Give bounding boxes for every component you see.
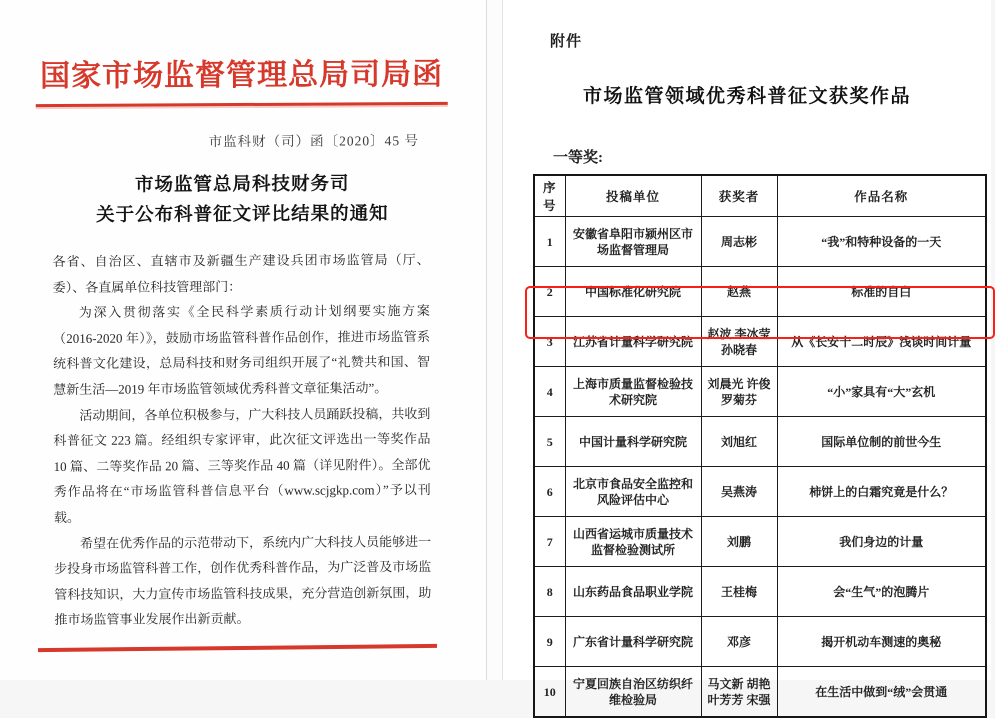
cell-winner: 刘旭红 bbox=[701, 417, 777, 467]
cell-no: 1 bbox=[534, 217, 565, 267]
page-official-letter bbox=[0, 0, 487, 680]
cell-winner: 周志彬 bbox=[701, 217, 777, 267]
cell-no: 4 bbox=[534, 367, 565, 417]
footer-rule bbox=[38, 643, 437, 651]
letterhead-title: 国家市场监督管理总局司局函 bbox=[40, 57, 444, 94]
cell-winner: 赵波 李冰莹 孙晓春 bbox=[701, 317, 777, 367]
cell-winner: 刘鹏 bbox=[701, 517, 777, 567]
first-prize-label: 一等奖: bbox=[553, 150, 603, 166]
salutation: 各省、自治区、直辖市及新疆生产建设兵团市场监管局（厅、委）、各直属单位科技管理部门： bbox=[52, 252, 430, 295]
cell-unit: 中国标准化研究院 bbox=[565, 267, 701, 317]
table-row bbox=[534, 217, 986, 267]
cell-work: 在生活中做到“绒”会贯通 bbox=[777, 667, 986, 718]
cell-winner: 刘晨光 许俊 罗菊芬 bbox=[701, 367, 777, 417]
table-row bbox=[534, 667, 986, 718]
cell-no: 9 bbox=[534, 617, 565, 667]
paragraph-3: 希望在优秀作品的示范带动下，系统内广大科技人员能够进一步投身市场监管科普工作，创作优秀科普作品，为广泛普及市场监管科技知识，大力宣传市场监管科技成果，充分营造创新氛围，助推市场监管事业发展作出新贡献。 bbox=[54, 533, 432, 628]
cell-no: 3 bbox=[534, 317, 565, 367]
cell-winner: 马文新 胡艳 叶芳芳 宋强 bbox=[701, 667, 777, 718]
award-table bbox=[533, 174, 987, 718]
cell-unit: 江苏省计量科学研究院 bbox=[565, 317, 701, 367]
cell-unit: 北京市食品安全监控和风险评估中心 bbox=[565, 467, 701, 517]
notice-title-line2: 关于公布科普征文评比结果的通知 bbox=[96, 204, 389, 226]
header-unit: 投稿单位 bbox=[565, 175, 701, 217]
cell-unit: 中国计量科学研究院 bbox=[565, 417, 701, 467]
cell-unit: 山西省运城市质量技术监督检验测试所 bbox=[565, 517, 701, 567]
cell-no: 7 bbox=[534, 517, 565, 567]
cell-work: 标准的自白 bbox=[777, 267, 986, 317]
cell-work: 揭开机动车测速的奥秘 bbox=[777, 617, 986, 667]
attachment-title: 市场监管领域优秀科普征文获奖作品 bbox=[582, 86, 911, 107]
paragraph-1: 为深入贯彻落实《全民科学素质行动计划纲要实施方案（2016-2020 年）》，鼓励市场监管科普作品创作，推进市场监管系统科普文化建设，总局科技和财务司组织开展了“礼赞共和国、智慧新生活—2019 年市场监管领域优秀科普文章征集活动”。 bbox=[52, 303, 431, 397]
header-winner: 获奖者 bbox=[701, 175, 777, 217]
table-row bbox=[534, 267, 986, 317]
table-row bbox=[534, 417, 986, 467]
document-number: 市监科财（司）函〔2020〕45 号 bbox=[208, 133, 419, 150]
cell-no: 2 bbox=[534, 267, 565, 317]
cell-no: 10 bbox=[534, 667, 565, 718]
award-table-wrap bbox=[533, 174, 985, 718]
cell-winner: 吴燕涛 bbox=[701, 467, 777, 517]
table-row bbox=[534, 617, 986, 667]
cell-unit: 上海市质量监督检验技术研究院 bbox=[565, 367, 701, 417]
cell-work: 我们身边的计量 bbox=[777, 517, 986, 567]
page-attachment bbox=[502, 0, 991, 707]
letterhead-rule bbox=[36, 102, 448, 107]
notice-title-line1: 市场监管总局科技财务司 bbox=[134, 174, 350, 196]
header-work: 作品名称 bbox=[777, 175, 986, 217]
cell-no: 8 bbox=[534, 567, 565, 617]
cell-no: 6 bbox=[534, 467, 565, 517]
notice-title bbox=[0, 169, 485, 232]
paragraph-2: 活动期间，各单位积极参与，广大科技人员踊跃投稿，共收到科普征文 223 篇。经组织专家评审，此次征文评选出一等奖作品 10 篇、二等奖作品 20 篇、三等奖作品 40 篇（详见附件）。全部优秀作品将在“市场监管科普信息平台（www.scjgkp.com）”予以刊载。 bbox=[53, 405, 431, 525]
cell-unit: 山东药品食品职业学院 bbox=[565, 567, 701, 617]
table-row bbox=[534, 567, 986, 617]
attachment-label: 附件 bbox=[550, 34, 583, 50]
cell-work: “我”和特种设备的一天 bbox=[777, 217, 986, 267]
table-row bbox=[534, 367, 986, 417]
cell-work: “小”家具有“大”玄机 bbox=[777, 367, 986, 417]
cell-winner: 邓彦 bbox=[701, 617, 777, 667]
cell-no: 5 bbox=[534, 417, 565, 467]
table-row-highlighted bbox=[534, 317, 986, 367]
header-no: 序号 bbox=[534, 175, 565, 217]
cell-unit: 广东省计量科学研究院 bbox=[565, 617, 701, 667]
cell-work: 从《长安十二时辰》浅谈时间计量 bbox=[777, 317, 986, 367]
cell-winner: 赵燕 bbox=[701, 267, 777, 317]
table-header-row bbox=[534, 175, 986, 217]
cell-unit: 安徽省阜阳市颍州区市场监督管理局 bbox=[565, 217, 701, 267]
cell-winner: 王桂梅 bbox=[701, 567, 777, 617]
table-row bbox=[534, 467, 986, 517]
cell-work: 国际单位制的前世今生 bbox=[777, 417, 986, 467]
table-row bbox=[534, 517, 986, 567]
letter-body bbox=[53, 247, 432, 633]
cell-unit: 宁夏回族自治区纺织纤维检验局 bbox=[565, 667, 701, 718]
cell-work: 会“生气”的泡腾片 bbox=[777, 567, 986, 617]
cell-work: 柿饼上的白霜究竟是什么？ bbox=[777, 467, 986, 517]
